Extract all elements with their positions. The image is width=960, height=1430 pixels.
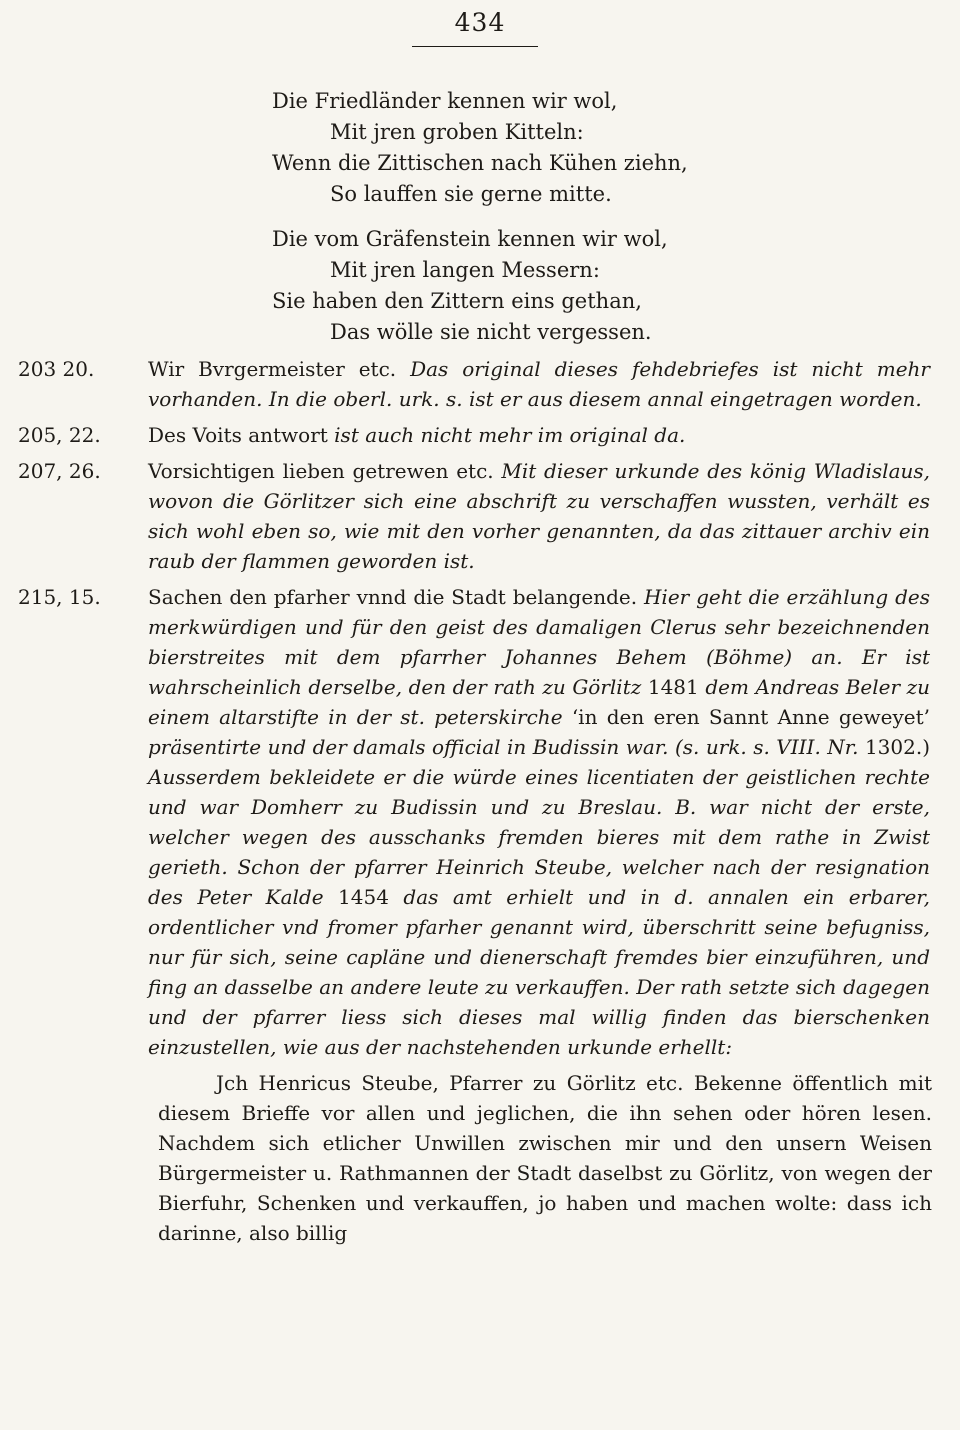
quoted-text: Wir Bvrgermeister etc. [148,357,397,381]
poem-line: Die Friedländer kennen wir wol, [272,89,618,113]
annotation-entry [0,420,960,450]
poem [272,86,688,362]
page-number-rule [412,46,538,47]
commentary-text: Ausserdem bekleidete er die würde eines licentiaten der geistlichen rechte und war Domherr zu Budissin und zu Breslau. B. war nicht der erste, welcher wegen des ausschanks fremden bieres mit dem rathe in Zwist gerieth. Schon der pfarrer Heinrich Steube, welcher nach der resignation des Peter Kalde [148,765,930,909]
commentary-text: ist auch nicht mehr im original da. [334,423,686,447]
line-reference: 203 20. [18,357,95,381]
commentary-text: dem Andreas Beler zu einem altarstifte in der st. peterskirche [148,675,931,729]
annotation-text [148,354,930,414]
line-reference: 215, 15. [18,585,101,609]
commentary-text: Mit dieser urkunde des könig Wladislaus, wovon die Görlitzer sich eine abschrift zu verschaffen wussten, verhält es sich wohl eben so, wie mit den vorher genannten, da das zittauer archiv ein raub der flammen geworden ist. [148,459,930,573]
annotation-text [148,420,930,450]
line-reference: 205, 22. [18,423,101,447]
annotation-entry [0,582,960,1062]
poem-stanza [272,86,688,210]
document-quote [158,1068,932,1248]
poem-line: Mit jren langen Messern: [330,258,600,282]
year-text: 1454 [338,885,389,909]
quoted-text: Des Voits antwort [148,423,328,447]
page-number: 434 [454,8,506,37]
annotation-text [148,582,930,1062]
poem-line: Wenn die Zittischen nach Kühen ziehn, [272,151,688,175]
quoted-text: Sachen den pfarher vnnd die Stadt belangende. [148,585,638,609]
commentary-text: das amt erhielt und in d. annalen ein erbarer, ordentlicher vnd fromer pfarher genannt wird, überschritt seine befugniss, nur für sich, seine capläne und dienerschaft fremdes bier einzuführen, und fing an dasselbe an andere leute zu verkauffen. Der rath setzte sich dagegen und der pfarrer liess sich dieses mal willig finden das bierschenken einzustellen, wie aus der nachstehenden urkunde erhellt: [148,885,931,1059]
annotation-entry [0,456,960,576]
year-text: 1481 [647,675,699,699]
reference-number: 1302.) [864,735,931,759]
commentary-text: Hier geht die erzählung des merkwürdigen und für den geist des damaligen Clerus sehr bezeichnenden bierstreites mit dem pfarrher Johannes Behem (Böhme) an. Er ist wahrscheinlich derselbe, den der rath zu Görlitz [148,585,931,699]
annotation-text [148,456,930,576]
line-reference: 207, 26. [18,459,101,483]
annotations [0,354,960,1248]
annotation-entry [0,354,960,414]
poem-line: So lauffen sie gerne mitte. [330,182,612,206]
quoted-text: Vorsichtigen lieben getrewen etc. [148,459,494,483]
poem-stanza [272,224,688,348]
quote-text: Jch Henricus Steube, Pfarrer zu Görlitz etc. Bekenne öffentlich mit diesem Brieffe vor allen und jeglichen, die ihn sehen oder hören lesen. Nachdem sich etlicher Unwillen zwischen mir und den unsern Weisen Bürgermeister u. Rathmannen der Stadt daselbst zu Görlitz, von wegen der Bierfuhr, Schenken und verkauffen, jo haben und machen wolte: dass ich darinne, also billig [158,1071,932,1245]
commentary-text: Das original dieses fehdebriefes ist nicht mehr vorhanden. In die oberl. urk. s. ist er aus diesem annal eingetragen worden. [148,357,930,411]
commentary-text: präsentirte und der damals official in Budissin war. (s. urk. s. VIII. Nr. [148,735,859,759]
poem-line: Die vom Gräfenstein kennen wir wol, [272,227,668,251]
poem-line: Mit jren groben Kitteln: [330,120,584,144]
quoted-text: ‘in den eren Sannt Anne geweyet’ [571,705,931,729]
poem-line: Sie haben den Zittern eins gethan, [272,289,642,313]
poem-line: Das wölle sie nicht vergessen. [330,320,652,344]
